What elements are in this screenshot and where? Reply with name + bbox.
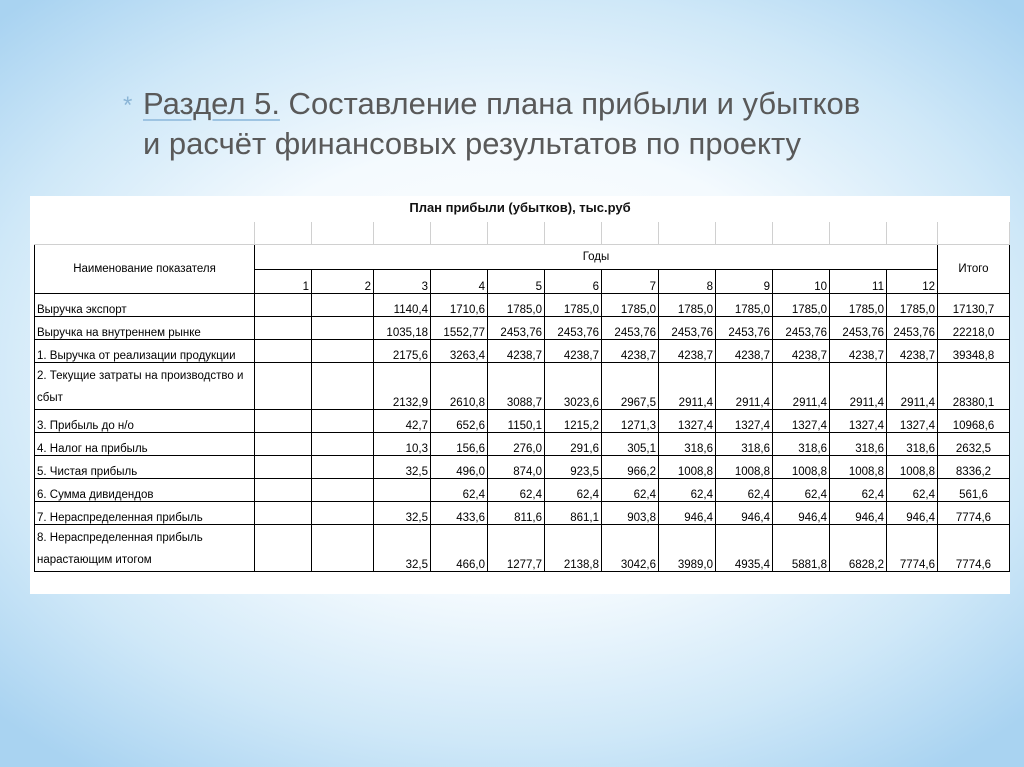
value-cell: 1327,4	[830, 410, 887, 433]
grid-cell	[312, 222, 374, 245]
value-cell: 903,8	[602, 502, 659, 525]
profit-plan-table	[34, 222, 1010, 572]
value-cell: 1271,3	[602, 410, 659, 433]
value-cell	[255, 456, 312, 479]
title-text: Составление плана прибыли и убытков и расчёт финансовых результатов по проекту	[143, 86, 861, 161]
row-label: 2. Текущие затраты на производство и сбыт	[35, 363, 255, 410]
value-cell: 946,4	[830, 502, 887, 525]
value-cell: 923,5	[545, 456, 602, 479]
grid-cell	[545, 222, 602, 245]
row-label: Выручка на внутреннем рынке	[35, 317, 255, 340]
table-row	[35, 479, 1010, 502]
value-cell: 4238,7	[602, 340, 659, 363]
grid-row	[35, 222, 1010, 245]
total-cell: 8336,2	[938, 456, 1010, 479]
table-row	[35, 456, 1010, 479]
value-cell: 811,6	[488, 502, 545, 525]
column-header-total: Итого	[938, 245, 1010, 294]
grid-cell	[887, 222, 938, 245]
year-header-cell: 7	[602, 270, 659, 294]
value-cell: 2610,8	[431, 363, 488, 410]
value-cell: 2175,6	[374, 340, 431, 363]
value-cell: 156,6	[431, 433, 488, 456]
row-label: Выручка экспорт	[35, 294, 255, 317]
value-cell: 1785,0	[716, 294, 773, 317]
value-cell	[312, 479, 374, 502]
value-cell: 2453,76	[830, 317, 887, 340]
value-cell: 3042,6	[602, 525, 659, 572]
value-cell: 32,5	[374, 502, 431, 525]
value-cell: 1035,18	[374, 317, 431, 340]
value-cell: 2453,76	[773, 317, 830, 340]
value-cell: 2132,9	[374, 363, 431, 410]
value-cell: 4935,4	[716, 525, 773, 572]
value-cell: 1785,0	[488, 294, 545, 317]
table-row	[35, 525, 1010, 572]
table-row	[35, 410, 1010, 433]
value-cell: 946,4	[659, 502, 716, 525]
value-cell: 496,0	[431, 456, 488, 479]
table-row	[35, 317, 1010, 340]
value-cell: 946,4	[716, 502, 773, 525]
value-cell: 2911,4	[773, 363, 830, 410]
value-cell: 1215,2	[545, 410, 602, 433]
slide-title	[123, 84, 863, 164]
value-cell: 4238,7	[887, 340, 938, 363]
row-label: 3. Прибыль до н/о	[35, 410, 255, 433]
value-cell: 1710,6	[431, 294, 488, 317]
year-header-cell: 5	[488, 270, 545, 294]
value-cell	[255, 363, 312, 410]
value-cell: 305,1	[602, 433, 659, 456]
value-cell	[374, 479, 431, 502]
value-cell: 4238,7	[716, 340, 773, 363]
value-cell: 62,4	[602, 479, 659, 502]
value-cell: 4238,7	[488, 340, 545, 363]
value-cell: 1785,0	[545, 294, 602, 317]
row-label: 8. Нераспределенная прибыль нарастающим итогом	[35, 525, 255, 572]
value-cell	[312, 340, 374, 363]
value-cell: 318,6	[830, 433, 887, 456]
value-cell	[312, 317, 374, 340]
value-cell: 5881,8	[773, 525, 830, 572]
value-cell: 1008,8	[716, 456, 773, 479]
value-cell: 2453,76	[659, 317, 716, 340]
value-cell: 318,6	[659, 433, 716, 456]
row-label: 6. Сумма дивидендов	[35, 479, 255, 502]
value-cell: 1277,7	[488, 525, 545, 572]
table-row	[35, 363, 1010, 410]
total-cell: 2632,5	[938, 433, 1010, 456]
value-cell	[312, 294, 374, 317]
table-row	[35, 502, 1010, 525]
value-cell: 3088,7	[488, 363, 545, 410]
value-cell: 466,0	[431, 525, 488, 572]
table-row	[35, 433, 1010, 456]
value-cell: 2911,4	[887, 363, 938, 410]
grid-cell	[716, 222, 773, 245]
title-section-number: Раздел 5.	[143, 86, 280, 121]
value-cell	[255, 525, 312, 572]
column-header-years: Годы	[255, 245, 938, 270]
total-cell: 561,6	[938, 479, 1010, 502]
year-header-cell: 2	[312, 270, 374, 294]
value-cell	[312, 525, 374, 572]
value-cell: 318,6	[887, 433, 938, 456]
value-cell: 3263,4	[431, 340, 488, 363]
value-cell: 861,1	[545, 502, 602, 525]
row-label: 5. Чистая прибыль	[35, 456, 255, 479]
grid-cell	[830, 222, 887, 245]
value-cell: 1785,0	[830, 294, 887, 317]
value-cell: 966,2	[602, 456, 659, 479]
table-caption: План прибыли (убытков), тыс.руб	[409, 200, 631, 215]
value-cell: 2911,4	[659, 363, 716, 410]
grid-cell	[659, 222, 716, 245]
value-cell: 946,4	[773, 502, 830, 525]
table-row	[35, 294, 1010, 317]
value-cell: 2453,76	[545, 317, 602, 340]
value-cell	[255, 433, 312, 456]
value-cell	[255, 479, 312, 502]
value-cell: 874,0	[488, 456, 545, 479]
value-cell: 62,4	[488, 479, 545, 502]
value-cell: 1008,8	[887, 456, 938, 479]
year-header-cell: 6	[545, 270, 602, 294]
value-cell	[312, 456, 374, 479]
value-cell: 1150,1	[488, 410, 545, 433]
value-cell: 291,6	[545, 433, 602, 456]
total-cell: 39348,8	[938, 340, 1010, 363]
value-cell: 62,4	[545, 479, 602, 502]
grid-cell	[35, 222, 255, 245]
header-row	[35, 245, 1010, 270]
value-cell: 318,6	[773, 433, 830, 456]
row-label: 4. Налог на прибыль	[35, 433, 255, 456]
value-cell: 276,0	[488, 433, 545, 456]
value-cell	[255, 340, 312, 363]
year-header-cell: 3	[374, 270, 431, 294]
value-cell: 2138,8	[545, 525, 602, 572]
value-cell	[312, 363, 374, 410]
year-header-cell: 1	[255, 270, 312, 294]
value-cell: 32,5	[374, 525, 431, 572]
value-cell: 318,6	[716, 433, 773, 456]
value-cell	[312, 502, 374, 525]
value-cell: 62,4	[431, 479, 488, 502]
year-header-cell: 9	[716, 270, 773, 294]
value-cell: 6828,2	[830, 525, 887, 572]
value-cell: 62,4	[830, 479, 887, 502]
value-cell	[255, 317, 312, 340]
value-cell: 1327,4	[659, 410, 716, 433]
row-label: 7. Нераспределенная прибыль	[35, 502, 255, 525]
grid-cell	[431, 222, 488, 245]
value-cell: 1008,8	[773, 456, 830, 479]
value-cell: 10,3	[374, 433, 431, 456]
value-cell: 1785,0	[602, 294, 659, 317]
value-cell: 4238,7	[773, 340, 830, 363]
value-cell	[312, 433, 374, 456]
year-header-cell: 8	[659, 270, 716, 294]
value-cell: 62,4	[887, 479, 938, 502]
value-cell: 2911,4	[830, 363, 887, 410]
total-cell: 7774,6	[938, 502, 1010, 525]
total-cell: 7774,6	[938, 525, 1010, 572]
value-cell: 62,4	[659, 479, 716, 502]
value-cell: 2453,76	[602, 317, 659, 340]
table-body	[35, 222, 1010, 572]
value-cell: 433,6	[431, 502, 488, 525]
value-cell: 4238,7	[659, 340, 716, 363]
value-cell: 1785,0	[773, 294, 830, 317]
value-cell: 1552,77	[431, 317, 488, 340]
year-header-cell: 10	[773, 270, 830, 294]
grid-cell	[773, 222, 830, 245]
value-cell: 1327,4	[773, 410, 830, 433]
column-header-name: Наименование показателя	[35, 245, 255, 294]
value-cell: 1327,4	[716, 410, 773, 433]
value-cell: 62,4	[773, 479, 830, 502]
grid-cell	[374, 222, 431, 245]
value-cell: 2453,76	[716, 317, 773, 340]
year-header-cell: 12	[887, 270, 938, 294]
value-cell: 42,7	[374, 410, 431, 433]
value-cell: 2453,76	[887, 317, 938, 340]
total-cell: 22218,0	[938, 317, 1010, 340]
value-cell: 3023,6	[545, 363, 602, 410]
value-cell: 4238,7	[545, 340, 602, 363]
value-cell: 2911,4	[716, 363, 773, 410]
total-cell: 10968,6	[938, 410, 1010, 433]
value-cell: 946,4	[887, 502, 938, 525]
value-cell: 2453,76	[488, 317, 545, 340]
value-cell: 7774,6	[887, 525, 938, 572]
value-cell: 1327,4	[887, 410, 938, 433]
value-cell: 2967,5	[602, 363, 659, 410]
value-cell: 32,5	[374, 456, 431, 479]
value-cell: 1008,8	[659, 456, 716, 479]
value-cell	[255, 294, 312, 317]
value-cell	[255, 502, 312, 525]
value-cell: 1785,0	[659, 294, 716, 317]
value-cell	[255, 410, 312, 433]
value-cell: 1140,4	[374, 294, 431, 317]
table-row	[35, 340, 1010, 363]
value-cell: 3989,0	[659, 525, 716, 572]
year-header-cell: 4	[431, 270, 488, 294]
value-cell	[312, 410, 374, 433]
title-bullet: *	[123, 92, 133, 119]
row-label: 1. Выручка от реализации продукции	[35, 340, 255, 363]
value-cell: 1785,0	[887, 294, 938, 317]
total-cell: 17130,7	[938, 294, 1010, 317]
value-cell: 652,6	[431, 410, 488, 433]
year-header-cell: 11	[830, 270, 887, 294]
total-cell: 28380,1	[938, 363, 1010, 410]
value-cell: 62,4	[716, 479, 773, 502]
grid-cell	[602, 222, 659, 245]
grid-cell	[255, 222, 312, 245]
grid-cell	[938, 222, 1010, 245]
value-cell: 1008,8	[830, 456, 887, 479]
grid-cell	[488, 222, 545, 245]
value-cell: 4238,7	[830, 340, 887, 363]
